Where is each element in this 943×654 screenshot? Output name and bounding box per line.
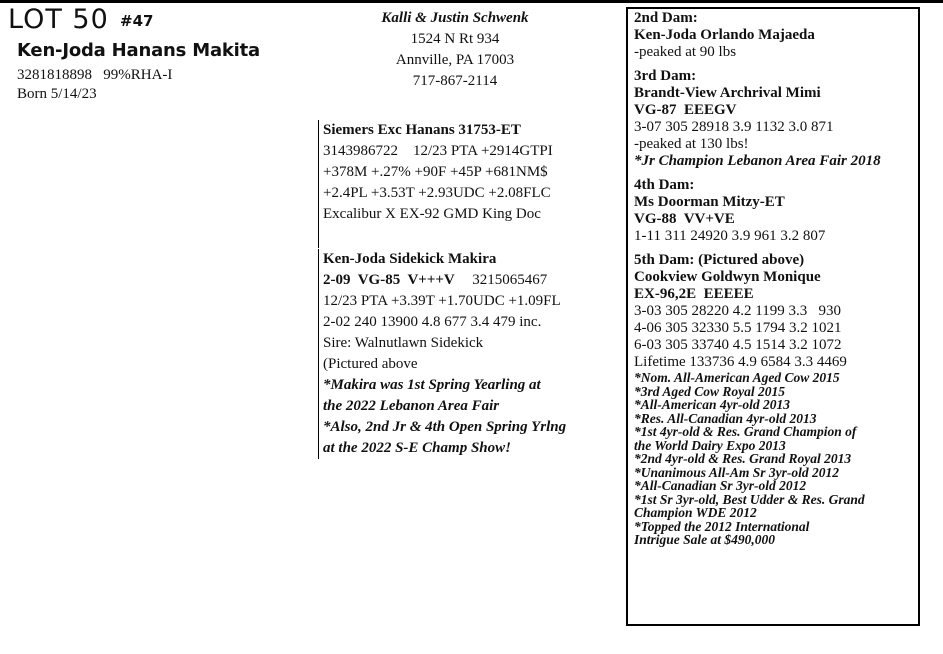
fifth-dam-heading: 5th Dam: (Pictured above)	[634, 252, 805, 268]
lot-label: LOT 50	[8, 4, 109, 35]
top-rule	[0, 0, 943, 3]
dam-line: 2-02 240 13900 4.8 677 3.4 479 inc.	[323, 314, 542, 330]
second-dam-name: Ken-Joda Orlando Majaeda	[634, 27, 815, 43]
third-dam-section	[634, 68, 918, 170]
third-dam-heading: 3rd Dam:	[634, 68, 697, 84]
award-line: *Topped the 2012 International	[634, 518, 810, 534]
fourth-dam-section	[634, 177, 918, 245]
award-line: *Nom. All-American Aged Cow 2015	[634, 370, 840, 385]
dam-note: at the 2022 S-E Champ Show!	[323, 440, 511, 456]
second-dam-section	[634, 10, 918, 61]
award-line: the World Dairy Expo 2013	[634, 437, 786, 453]
third-dam-note: *Jr Champion Lebanon Area Fair 2018	[634, 153, 881, 169]
animal-info	[17, 66, 172, 104]
fourth-dam-heading: 4th Dam:	[634, 177, 695, 193]
lot-number: #47	[120, 12, 154, 30]
dam-note: *Makira was 1st Spring Yearling at	[323, 377, 541, 393]
animal-name: Ken-Joda Hanans Makita	[17, 40, 261, 61]
award-line: *2nd 4yr-old & Res. Grand Royal 2013	[634, 451, 852, 466]
dam-line: (Pictured above	[323, 356, 418, 372]
third-dam-score: VG-87 EEEGV	[634, 102, 737, 118]
fifth-dam-line: Lifetime 133736 4.9 6584 3.3 4469	[634, 354, 847, 370]
dam-line: 12/23 PTA +3.39T +1.70UDC +1.09FL	[323, 293, 561, 309]
dam-block	[318, 249, 623, 459]
fourth-dam-name: Ms Doorman Mitzy-ET	[634, 194, 785, 210]
sire-name: Siemers Exc Hanans 31753-ET	[323, 122, 521, 138]
third-dam-line: -peaked at 130 lbs!	[634, 136, 749, 152]
fourth-dam-score: VG-88 VV+VE	[634, 211, 735, 227]
third-dam-name: Brandt-View Archrival Mimi	[634, 85, 821, 101]
third-dam-line: 3-07 305 28918 3.9 1132 3.0 871	[634, 119, 834, 135]
sire-line: 3143986722 12/23 PTA +2914GTPI	[323, 143, 553, 159]
fifth-dam-line: 6-03 305 33740 4.5 1514 3.2 1072	[634, 337, 842, 353]
award-line: Champion WDE 2012	[634, 505, 757, 520]
award-line: *1st Sr 3yr-old, Best Udder & Res. Grand	[634, 491, 865, 507]
award-line: Intrigue Sale at $490,000	[634, 532, 776, 547]
dam-note: *Also, 2nd Jr & 4th Open Spring Yrlng	[323, 419, 567, 435]
fifth-dam-section	[634, 252, 918, 547]
consignor-block	[340, 8, 570, 92]
fifth-dam-line: 4-06 305 32330 5.5 1794 3.2 1021	[634, 320, 842, 336]
award-line: *Unanimous All-Am Sr 3yr-old 2012	[634, 464, 840, 480]
award-line: *All-Canadian Sr 3yr-old 2012	[634, 478, 807, 493]
fifth-dam-line: 3-03 305 28220 4.2 1199 3.3 930	[634, 303, 841, 319]
sire-block	[318, 120, 613, 248]
dam-registration: 3215065467	[472, 272, 548, 288]
sire-line: +2.4PL +3.53T +2.93UDC +2.08FLC	[323, 185, 551, 201]
second-dam-line: -peaked at 90 lbs	[634, 44, 737, 60]
born-date: Born 5/14/23	[17, 86, 97, 102]
award-line: *3rd Aged Cow Royal 2015	[634, 383, 786, 399]
award-line: *Res. All-Canadian 4yr-old 2013	[634, 410, 817, 426]
dam-score: 2-09 VG-85 V+++V	[323, 272, 455, 288]
sire-line: Excalibur X EX-92 GMD King Doc	[323, 206, 541, 222]
second-dam-heading: 2nd Dam:	[634, 10, 698, 26]
award-line: *All-American 4yr-old 2013	[634, 397, 790, 412]
pedigree-box	[626, 7, 920, 626]
dam-line: Sire: Walnutlawn Sidekick	[323, 335, 484, 351]
fourth-dam-line: 1-11 311 24920 3.9 961 3.2 807	[634, 228, 826, 244]
sire-line: +378M +.27% +90F +45P +681NM$	[323, 164, 548, 180]
dam-name: Ken-Joda Sidekick Makira	[323, 251, 497, 267]
consignor-address-line2: Annville, PA 17003	[395, 52, 515, 68]
dam-note: the 2022 Lebanon Area Fair	[323, 398, 500, 414]
consignor-address-line1: 1524 N Rt 934	[410, 31, 500, 47]
consignor-phone: 717-867-2114	[412, 73, 498, 89]
award-line: *1st 4yr-old & Res. Grand Champion of	[634, 424, 857, 439]
dam-score-line	[323, 270, 623, 291]
fifth-dam-score: EX-96,2E EEEEE	[634, 286, 754, 302]
consignor-name: Kalli & Justin Schwenk	[381, 10, 529, 26]
fifth-dam-name: Cookview Goldwyn Monique	[634, 269, 821, 285]
registration: 3281818898 99%RHA-I	[17, 67, 173, 83]
fifth-dam-awards	[634, 371, 918, 547]
